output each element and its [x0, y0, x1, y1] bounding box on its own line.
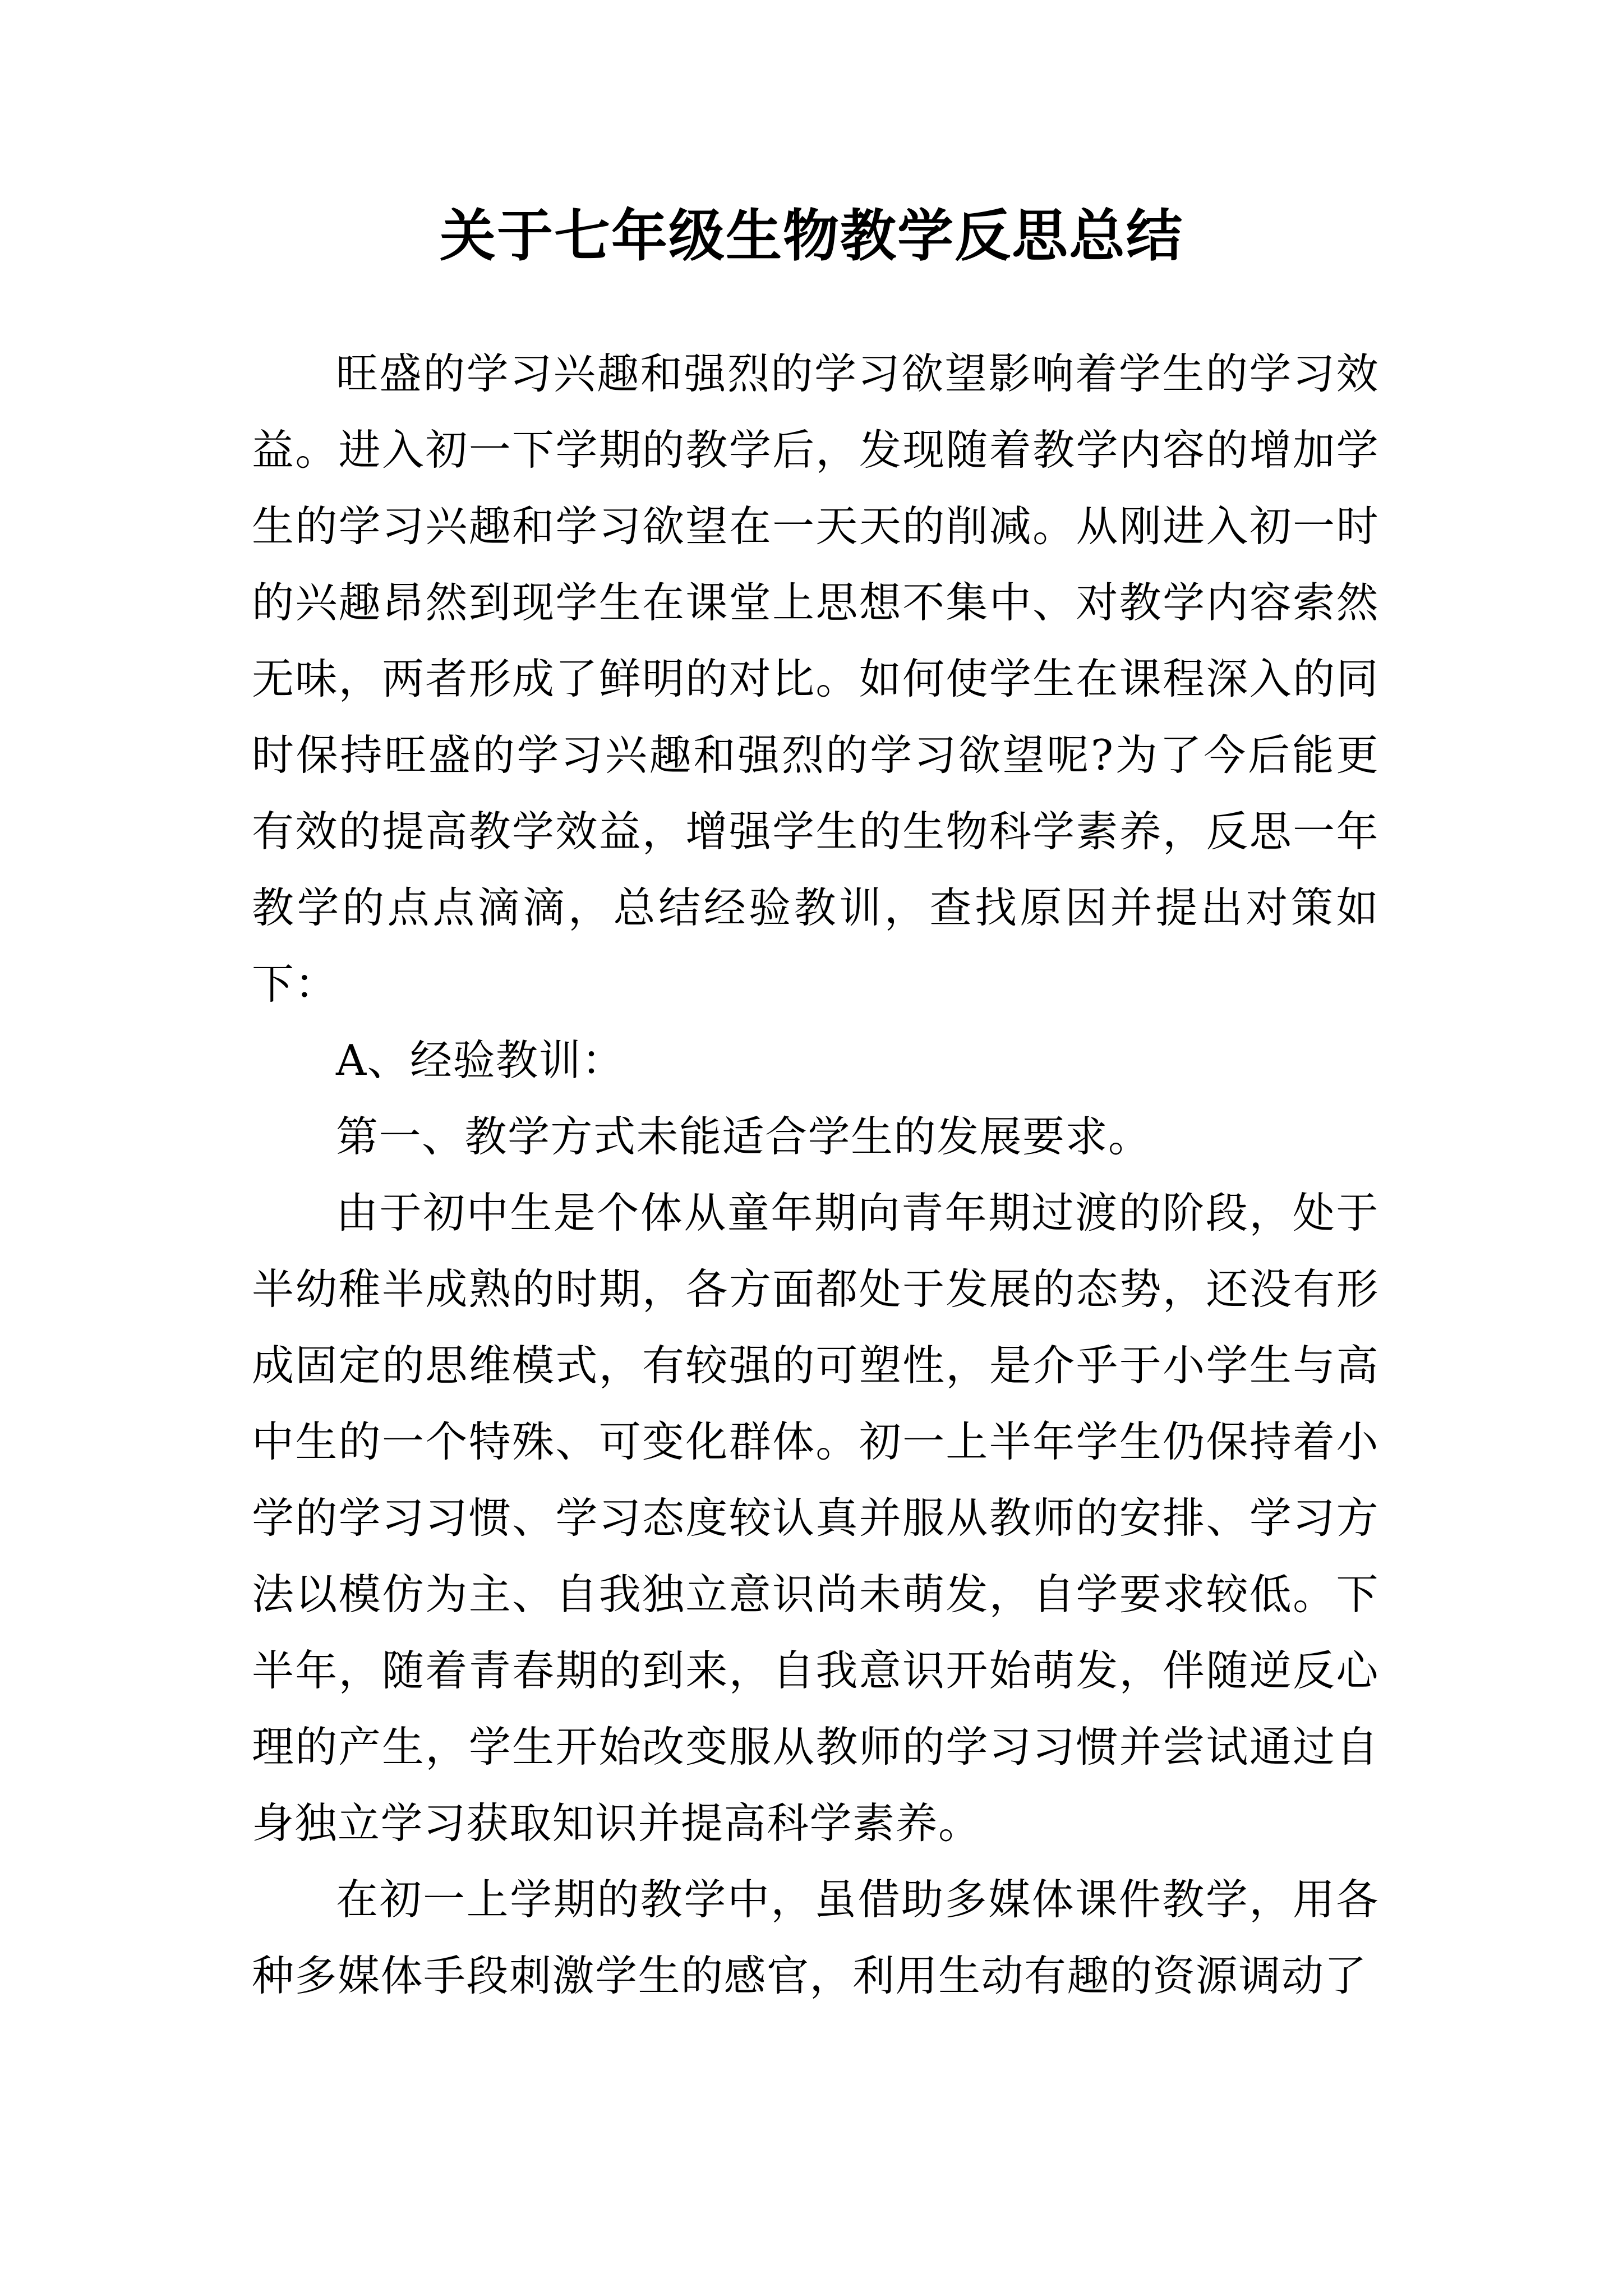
document-body — [252, 335, 1379, 2014]
paragraph-section-a-heading: A、经验教训： — [336, 1036, 625, 1085]
document-title: 关于七年级生物教学反思总结 — [440, 203, 1183, 269]
paragraph-intro: 旺盛的学习兴趣和强烈的学习欲望影响着学生的学习效益。进入初一下学期的教学后，发现随着教学内容的增加学生的学习兴趣和学习欲望在一天天的削减。从刚进入初一时的兴趣昂然到现学生在课堂上思想不集中、对教学内容索然无味，两者形成了鲜明的对比。如何使学生在课程深入的同时保持旺盛的学习兴趣和强烈的学习欲望呢?为了今后能更有效的提高教学效益，增强学生的生物科学素养，反思一年教学的点点滴滴，总结经验教训，查找原因并提出对策如下： — [252, 349, 1379, 1009]
paragraph-point-one-heading: 第一、教学方式未能适合学生的发展要求。 — [336, 1112, 1151, 1161]
paragraph-student-development: 由于初中生是个体从童年期向青年期过渡的阶段，处于半幼稚半成熟的时期，各方面都处于发展的态势，还没有形成固定的思维模式，有较强的可塑性，是介乎于小学生与高中生的一个特殊、可变化群体。初一上半年学生仍保持着小学的学习习惯、学习态度较认真并服从教师的安排、学习方法以模仿为主、自我独立意识尚未萌发，自学要求较低。下半年，随着青春期的到来，自我意识开始萌发，伴随逆反心理的产生，学生开始改变服从教师的学习习惯并尝试通过自身独立学习获取知识并提高科学素养。 — [252, 1188, 1379, 1848]
paragraph-first-semester-teaching: 在初一上学期的教学中，虽借助多媒体课件教学，用各种多媒体手段刺激学生的感官，利用生动有趣的资源调动了 — [252, 1875, 1379, 2000]
